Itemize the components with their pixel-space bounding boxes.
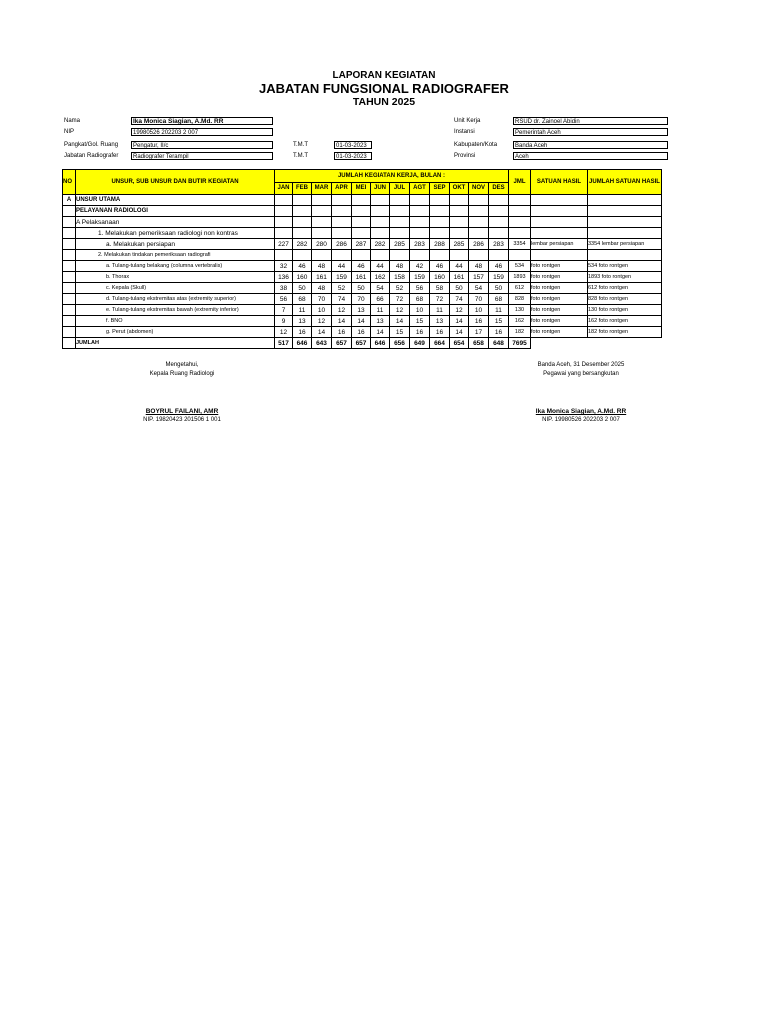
row-no-cell — [63, 294, 76, 305]
jumlah-satuan-cell: 612 foto rontgen — [588, 283, 662, 294]
satuan-cell: lembar persiapan — [531, 239, 588, 250]
pangkat-label: Pangkat/Gol. Ruang — [64, 142, 119, 148]
activity-label: a. Melakukan persiapan — [76, 239, 275, 250]
empty-cell — [312, 250, 332, 261]
tmt-label-1: T.M.T — [293, 142, 308, 148]
empty-cell — [293, 250, 312, 261]
month-value: 161 — [312, 272, 332, 283]
col-jml: JML — [509, 170, 531, 195]
tmt-label-2: T.M.T — [293, 153, 308, 159]
month-value: 74 — [450, 294, 469, 305]
empty-cell — [430, 250, 450, 261]
report-title: LAPORAN KEGIATAN — [332, 70, 436, 81]
month-header: MAR — [312, 183, 332, 195]
month-value: 162 — [371, 272, 390, 283]
unit-field: RSUD dr. Zainoel Abidin — [513, 117, 668, 125]
empty-cell — [531, 250, 588, 261]
col-jumlah-satuan: JUMLAH SATUAN HASIL — [588, 170, 662, 195]
row-no-cell — [63, 283, 76, 294]
unsur-utama-label: UNSUR UTAMA — [76, 195, 275, 206]
month-value: 44 — [371, 261, 390, 272]
satuan-cell: foto rontgen — [531, 294, 588, 305]
month-value: 159 — [332, 272, 352, 283]
month-value: 42 — [410, 261, 430, 272]
pelayanan-row — [63, 206, 662, 217]
month-value: 161 — [450, 272, 469, 283]
month-total: 648 — [489, 338, 509, 349]
jabatan-label: Jabatan Radiografer — [64, 153, 119, 159]
month-total: 658 — [469, 338, 489, 349]
provinsi-label: Provinsi — [454, 153, 476, 159]
month-header: MEI — [352, 183, 371, 195]
month-value: 283 — [410, 239, 430, 250]
empty-cell — [275, 250, 293, 261]
month-value: 72 — [390, 294, 410, 305]
month-value: 50 — [293, 283, 312, 294]
nip-field: 19980526 202203 2 007 — [131, 128, 273, 136]
provinsi-field: Aceh — [513, 152, 668, 160]
activity-label: e. Tulang-tulang ekstremitas bawah (extremity inferior) — [76, 305, 275, 316]
kabupaten-label: Kabupaten/Kota — [454, 142, 498, 148]
jumlah-satuan-cell: 534 foto rontgen — [588, 261, 662, 272]
row-no-cell — [63, 239, 76, 250]
month-value: 70 — [469, 294, 489, 305]
month-total: 657 — [352, 338, 371, 349]
month-value: 14 — [371, 327, 390, 338]
month-value: 46 — [430, 261, 450, 272]
month-total: 664 — [430, 338, 450, 349]
month-header: SEP — [430, 183, 450, 195]
empty-cell — [588, 338, 662, 349]
month-value: 282 — [293, 239, 312, 250]
month-value: 15 — [489, 316, 509, 327]
month-value: 157 — [469, 272, 489, 283]
month-value: 11 — [293, 305, 312, 316]
pelaksanaan-label: A Pelaksanaan — [76, 217, 275, 228]
month-value: 159 — [410, 272, 430, 283]
month-value: 159 — [489, 272, 509, 283]
row-total: 3354 — [509, 239, 531, 250]
month-header: NOV — [469, 183, 489, 195]
month-value: 17 — [469, 327, 489, 338]
month-value: 48 — [312, 283, 332, 294]
satuan-cell: foto rontgen — [531, 283, 588, 294]
month-value: 7 — [275, 305, 293, 316]
satuan-cell: foto rontgen — [531, 272, 588, 283]
month-value: 66 — [371, 294, 390, 305]
jumlah-satuan-cell: 130 foto rontgen — [588, 305, 662, 316]
table-row — [63, 316, 662, 327]
empty-cell — [410, 250, 430, 261]
satuan-cell: foto rontgen — [531, 316, 588, 327]
month-value: 136 — [275, 272, 293, 283]
table-row — [63, 261, 662, 272]
month-value: 16 — [352, 327, 371, 338]
empty-cell — [332, 250, 352, 261]
jumlah-satuan-cell: 182 foto rontgen — [588, 327, 662, 338]
month-value: 285 — [450, 239, 469, 250]
month-total: 517 — [275, 338, 293, 349]
month-value: 160 — [293, 272, 312, 283]
row-total: 828 — [509, 294, 531, 305]
activity-label: d. Tulang-tulang ekstremitas atas (extremity superior) — [76, 294, 275, 305]
month-value: 72 — [430, 294, 450, 305]
month-value: 16 — [410, 327, 430, 338]
empty-cell — [531, 338, 588, 349]
left-signer-name: BOYRUL FAILANI, AMR — [145, 408, 219, 415]
nama-label: Nama — [64, 118, 81, 124]
month-value: 14 — [332, 316, 352, 327]
activity-label: a. Tulang-tulang belakang (columna vertebralis) — [76, 261, 275, 272]
month-value: 50 — [450, 283, 469, 294]
row-total: 534 — [509, 261, 531, 272]
row-total: 1893 — [509, 272, 531, 283]
row-no-cell — [63, 338, 76, 349]
kabupaten-field: Banda Aceh — [513, 141, 668, 149]
col-jumlah-bulan: JUMLAH KEGIATAN KERJA, BULAN : — [275, 170, 509, 183]
month-value: 54 — [469, 283, 489, 294]
month-value: 46 — [293, 261, 312, 272]
month-total: 654 — [450, 338, 469, 349]
left-signer-nip: NIP. 19820423 201506 1 001 — [143, 417, 221, 423]
unit-label: Unit Kerja — [454, 118, 481, 124]
month-value: 44 — [332, 261, 352, 272]
month-value: 58 — [430, 283, 450, 294]
month-value: 14 — [450, 316, 469, 327]
unsur-utama-row — [63, 195, 662, 206]
month-value: 158 — [390, 272, 410, 283]
month-value: 13 — [352, 305, 371, 316]
col-no: NO — [63, 170, 76, 195]
month-value: 48 — [312, 261, 332, 272]
month-value: 12 — [390, 305, 410, 316]
grand-total: 7695 — [509, 338, 531, 349]
satuan-cell: foto rontgen — [531, 305, 588, 316]
activity-label: c. Kepala (Skull) — [76, 283, 275, 294]
table-row — [63, 305, 662, 316]
instansi-label: Instansi — [454, 129, 475, 135]
month-total: 643 — [312, 338, 332, 349]
month-value: 10 — [410, 305, 430, 316]
month-value: 161 — [352, 272, 371, 283]
right-sign-line1: Banda Aceh, 31 Desember 2025 — [537, 362, 625, 368]
month-value: 48 — [469, 261, 489, 272]
item2-label: 2. Melakukan tindakan pemeriksaan radiografi — [76, 250, 275, 261]
month-value: 16 — [430, 327, 450, 338]
month-total: 646 — [293, 338, 312, 349]
month-value: 56 — [275, 294, 293, 305]
right-signer-name: Ika Monica Siagian, A.Md. RR — [535, 408, 627, 415]
month-value: 68 — [410, 294, 430, 305]
month-value: 68 — [293, 294, 312, 305]
month-header: AGT — [410, 183, 430, 195]
month-value: 14 — [390, 316, 410, 327]
month-value: 16 — [489, 327, 509, 338]
month-value: 54 — [371, 283, 390, 294]
month-value: 38 — [275, 283, 293, 294]
month-value: 12 — [450, 305, 469, 316]
report-subtitle: JABATAN FUNGSIONAL RADIOGRAFER — [259, 81, 509, 96]
month-value: 15 — [390, 327, 410, 338]
month-value: 14 — [352, 316, 371, 327]
month-value: 46 — [489, 261, 509, 272]
row-no-cell — [63, 250, 76, 261]
left-sign-line2: Kepala Ruang Radiologi — [149, 371, 215, 377]
row-total: 612 — [509, 283, 531, 294]
month-value: 52 — [332, 283, 352, 294]
table-row — [63, 327, 662, 338]
month-total: 649 — [410, 338, 430, 349]
activity-label: b. Thorax — [76, 272, 275, 283]
month-header: JUL — [390, 183, 410, 195]
month-value: 11 — [371, 305, 390, 316]
month-value: 10 — [469, 305, 489, 316]
empty-cell — [390, 250, 410, 261]
month-value: 70 — [352, 294, 371, 305]
row-total: 130 — [509, 305, 531, 316]
month-value: 288 — [430, 239, 450, 250]
col-satuan: SATUAN HASIL — [531, 170, 588, 195]
month-total: 646 — [371, 338, 390, 349]
month-header: DES — [489, 183, 509, 195]
month-value: 11 — [489, 305, 509, 316]
report-year: TAHUN 2025 — [352, 96, 416, 108]
month-value: 46 — [352, 261, 371, 272]
table-row — [63, 294, 662, 305]
jumlah-satuan-cell: 3354 lembar persiapan — [588, 239, 662, 250]
month-value: 50 — [352, 283, 371, 294]
pangkat-field: Pengatur, II/c — [131, 141, 273, 149]
month-value: 227 — [275, 239, 293, 250]
month-header: JAN — [275, 183, 293, 195]
col-unsur: UNSUR, SUB UNSUR DAN BUTIR KEGIATAN — [76, 170, 275, 195]
month-value: 11 — [430, 305, 450, 316]
month-total: 657 — [332, 338, 352, 349]
month-header: OKT — [450, 183, 469, 195]
month-value: 32 — [275, 261, 293, 272]
month-value: 68 — [489, 294, 509, 305]
month-value: 10 — [312, 305, 332, 316]
row-no-cell — [63, 316, 76, 327]
empty-cell — [469, 250, 489, 261]
month-total: 656 — [390, 338, 410, 349]
month-value: 286 — [332, 239, 352, 250]
empty-cell — [509, 250, 531, 261]
month-value: 286 — [469, 239, 489, 250]
month-value: 9 — [275, 316, 293, 327]
item1-label: 1. Melakukan pemeriksaan radiologi non kontras — [76, 228, 275, 239]
item2-row — [63, 250, 662, 261]
month-value: 50 — [489, 283, 509, 294]
month-value: 287 — [352, 239, 371, 250]
jumlah-satuan-cell: 828 foto rontgen — [588, 294, 662, 305]
month-value: 15 — [410, 316, 430, 327]
month-value: 12 — [275, 327, 293, 338]
table-row — [63, 272, 662, 283]
month-header: JUN — [371, 183, 390, 195]
empty-cell — [352, 250, 371, 261]
month-value: 16 — [332, 327, 352, 338]
nama-field: Ika Monica Siagian, A.Md. RR — [131, 117, 273, 125]
right-signer-nip: NIP. 19980526 202203 2 007 — [542, 417, 620, 423]
empty-cell — [450, 250, 469, 261]
month-value: 285 — [390, 239, 410, 250]
empty-cell — [588, 250, 662, 261]
month-value: 13 — [371, 316, 390, 327]
month-value: 16 — [469, 316, 489, 327]
month-value: 14 — [312, 327, 332, 338]
table-row — [63, 283, 662, 294]
empty-cell — [371, 250, 390, 261]
row-total: 162 — [509, 316, 531, 327]
month-value: 280 — [312, 239, 332, 250]
pelaksanaan-row — [63, 217, 662, 228]
activity-label: f. BNO — [76, 316, 275, 327]
section-no: A — [63, 195, 76, 206]
month-value: 70 — [312, 294, 332, 305]
jumlah-satuan-cell: 162 foto rontgen — [588, 316, 662, 327]
row-no-cell — [63, 327, 76, 338]
nip-label: NIP — [64, 129, 75, 135]
row-total: 182 — [509, 327, 531, 338]
month-value: 56 — [410, 283, 430, 294]
total-row — [63, 338, 662, 349]
satuan-cell: foto rontgen — [531, 327, 588, 338]
activity-table — [62, 169, 662, 349]
row-no-cell — [63, 305, 76, 316]
month-header: APR — [332, 183, 352, 195]
satuan-cell: foto rontgen — [531, 261, 588, 272]
empty-cell — [489, 250, 509, 261]
left-sign-line1: Mengetahui, — [165, 362, 199, 368]
pelayanan-label: PELAYANAN RADIOLOGI — [76, 206, 275, 217]
month-value: 74 — [332, 294, 352, 305]
month-value: 13 — [430, 316, 450, 327]
month-header: FEB — [293, 183, 312, 195]
month-value: 48 — [390, 261, 410, 272]
month-value: 283 — [489, 239, 509, 250]
table-row — [63, 239, 662, 250]
row-no-cell — [63, 272, 76, 283]
jabatan-field: Radiografer Terampil — [131, 152, 273, 160]
right-sign-line2: Pegawai yang bersangkutan — [543, 371, 619, 377]
month-value: 16 — [293, 327, 312, 338]
month-value: 282 — [371, 239, 390, 250]
month-value: 160 — [430, 272, 450, 283]
item1-row — [63, 228, 662, 239]
total-label: JUMLAH — [76, 338, 275, 349]
activity-label: g. Perut (abdomen) — [76, 327, 275, 338]
instansi-field: Pemerintah Aceh — [513, 128, 668, 136]
row-no-cell — [63, 261, 76, 272]
month-value: 12 — [332, 305, 352, 316]
month-value: 12 — [312, 316, 332, 327]
month-value: 44 — [450, 261, 469, 272]
tmt-field-1: 01-03-2023 — [334, 141, 372, 149]
month-value: 14 — [450, 327, 469, 338]
month-value: 13 — [293, 316, 312, 327]
tmt-field-2: 01-03-2023 — [334, 152, 372, 160]
month-value: 52 — [390, 283, 410, 294]
jumlah-satuan-cell: 1893 foto rontgen — [588, 272, 662, 283]
